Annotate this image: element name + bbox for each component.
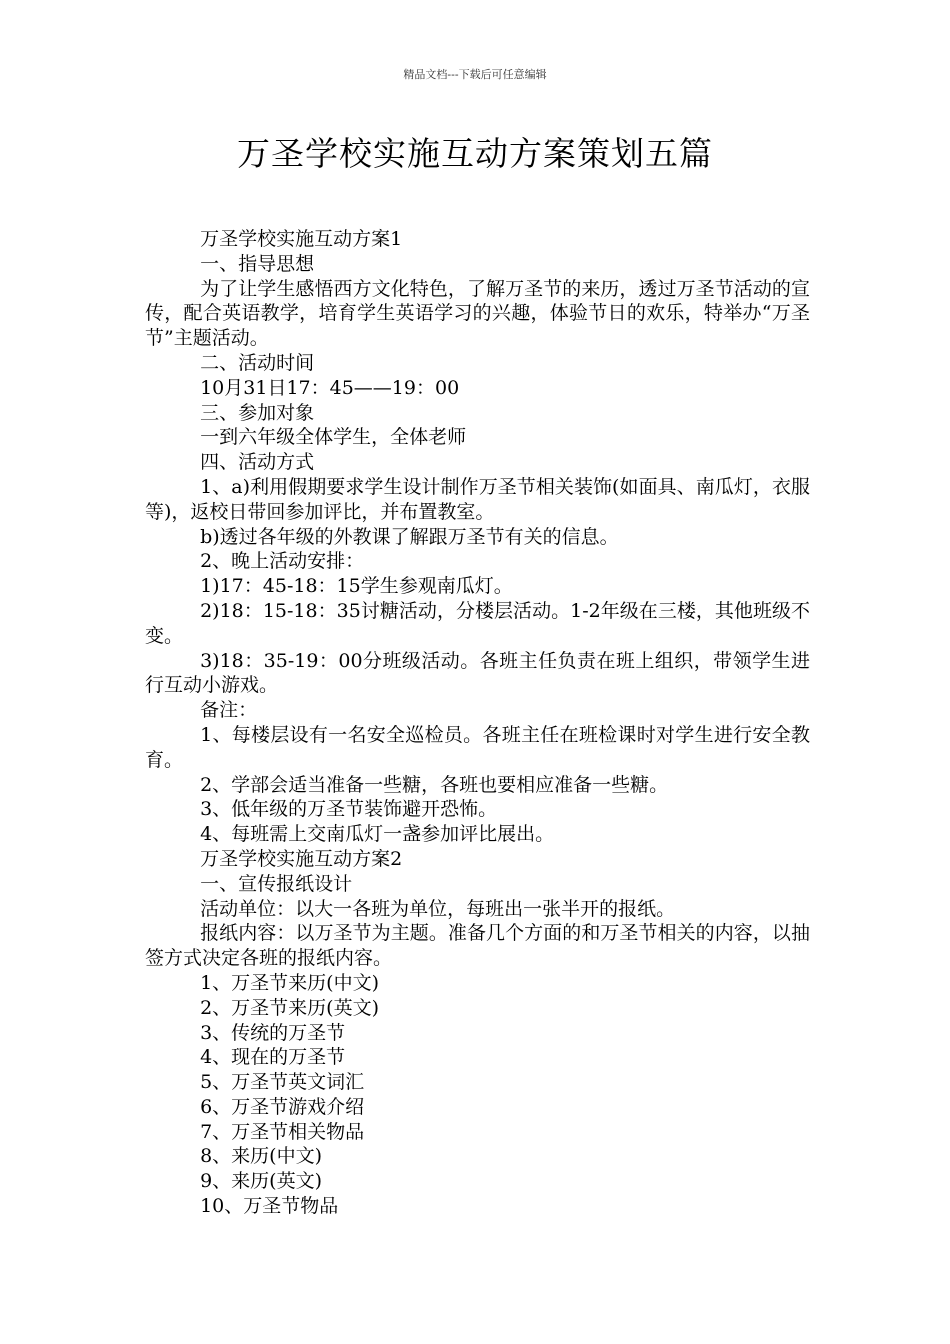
section-heading: 万圣学校实施互动方案2: [200, 847, 403, 870]
list-item: 3、传统的万圣节: [200, 1021, 346, 1044]
list-item: 6、万圣节游戏介绍: [200, 1095, 365, 1118]
body-paragraph: 2、晚上活动安排：: [200, 550, 365, 573]
section-heading: 万圣学校实施互动方案1: [200, 228, 403, 250]
body-paragraph: 一到六年级全体学生，全体老师: [200, 426, 467, 449]
body-paragraph: b)透过各年级的外教课了解跟万圣节有关的信息。: [200, 525, 619, 548]
body-paragraph: 为了让学生感悟西方文化特色，了解万圣节的来历，透过万圣节活动的宣传，配合英语教学，培育学生英语学习的兴趣，体验节日的欢乐，特举办“万圣节”主题活动。: [145, 277, 810, 350]
subsection-heading: 四、活动方式: [200, 451, 315, 474]
list-item: 10、万圣节物品: [200, 1195, 339, 1218]
subsection-heading: 三、参加对象: [200, 401, 315, 424]
subsection-heading: 一、宣传报纸设计: [200, 872, 353, 895]
body-paragraph: 备注：: [200, 699, 258, 722]
document-title: 万圣学校实施互动方案策划五篇: [237, 134, 713, 173]
list-item: 2、万圣节来历(英文): [200, 996, 380, 1019]
body-paragraph: 活动单位：以大一各班为单位，每班出一张半开的报纸。: [200, 897, 676, 920]
subsection-heading: 二、活动时间: [200, 351, 315, 374]
page-header: 精品文档---下载后可任意编辑: [403, 68, 547, 81]
body-paragraph: 2)18：15-18：35讨糖活动，分楼层活动。1-2年级在三楼，其他班级不变。: [145, 599, 810, 647]
body-paragraph: 报纸内容：以万圣节为主题。准备几个方面的和万圣节相关的内容，以抽签方式决定各班的报纸内容。: [145, 922, 810, 970]
body-paragraph: 3、低年级的万圣节装饰避开恐怖。: [200, 798, 498, 821]
list-item: 9、来历(英文): [200, 1170, 323, 1193]
subsection-heading: 一、指导思想: [200, 252, 315, 275]
body-paragraph: 1)17：45-18：15学生参观南瓜灯。: [200, 575, 513, 598]
body-paragraph: 4、每班需上交南瓜灯一盏参加评比展出。: [200, 823, 555, 846]
list-item: 7、万圣节相关物品: [200, 1120, 365, 1143]
body-paragraph: 2、学部会适当准备一些糖，各班也要相应准备一些糖。: [200, 773, 669, 796]
body-paragraph: 10月31日17：45——19：00: [200, 376, 460, 399]
body-paragraph: 3)18：35-19：00分班级活动。各班主任负责在班上组织，带领学生进行互动小游戏。: [145, 649, 810, 697]
body-paragraph: 1、a)利用假期要求学生设计制作万圣节相关装饰(如面具、南瓜灯，衣服等)，返校日带回参加评比，并布置教室。: [145, 475, 810, 523]
list-item: 5、万圣节英文词汇: [200, 1071, 365, 1094]
body-paragraph: 1、每楼层设有一名安全巡检员。各班主任在班检课时对学生进行安全教育。: [145, 723, 810, 771]
list-item: 8、来历(中文): [200, 1145, 323, 1168]
list-item: 4、现在的万圣节: [200, 1046, 346, 1069]
document-body: [145, 227, 810, 1219]
list-item: 1、万圣节来历(中文): [200, 971, 380, 994]
